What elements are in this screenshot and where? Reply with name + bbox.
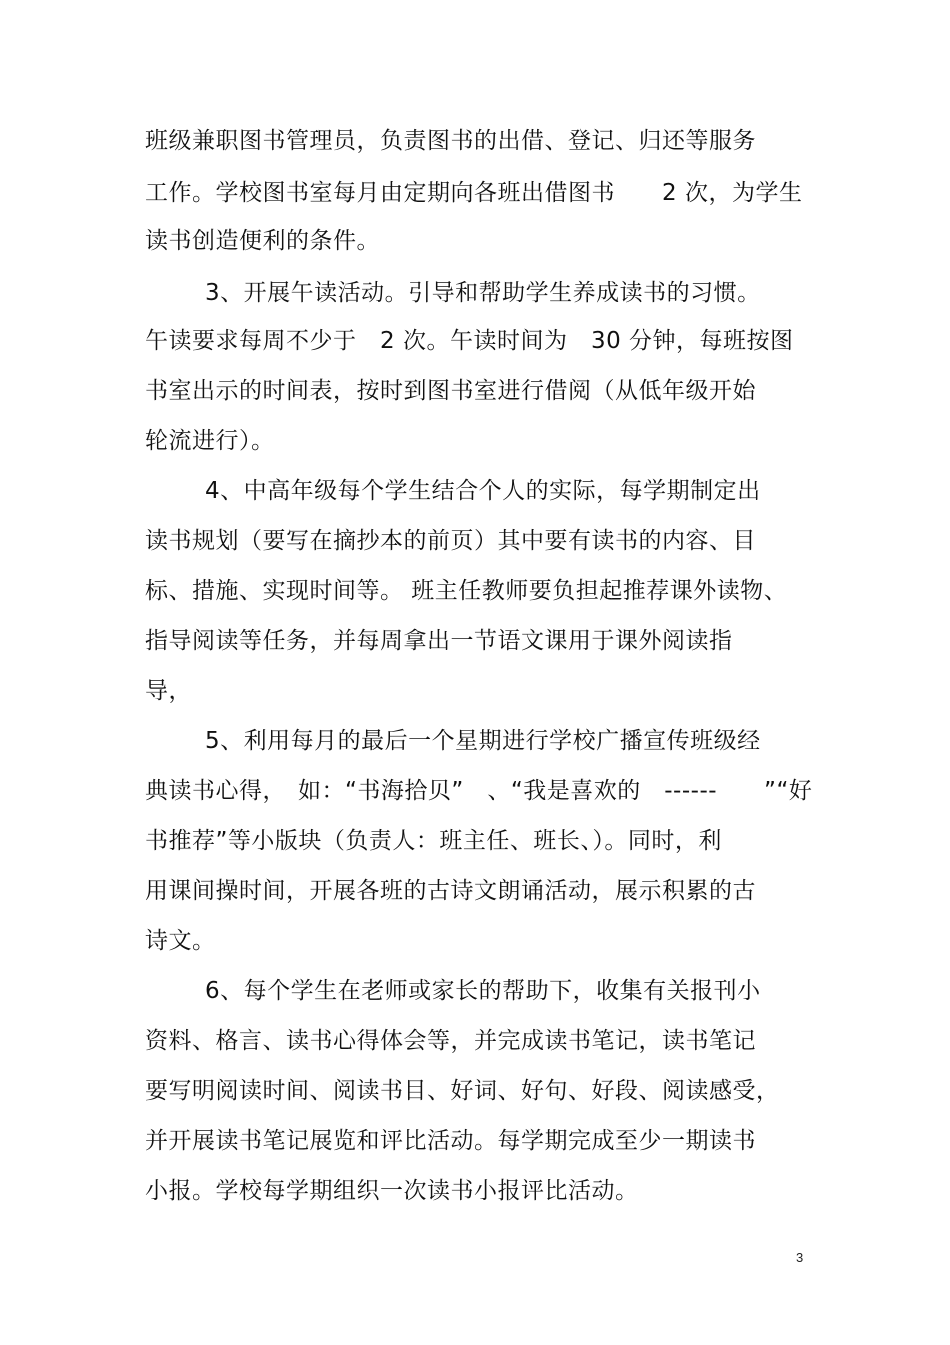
text-line: 书推荐”等小版块（负责人：班主任、班长、）。同时，利: [145, 828, 722, 854]
paragraph-5-start: 5、利用每月的最后一个星期进行学校广播宣传班级经: [205, 728, 761, 754]
paragraph-4-start: 4、中高年级每个学生结合个人的实际，每学期制定出: [205, 478, 761, 504]
text-line: 轮流进行）。: [145, 428, 275, 454]
text-line: 并开展读书笔记展览和评比活动。每学期完成至少一期读书: [145, 1128, 756, 1154]
text-line: 标、措施、实现时间等。 班主任教师要负担起推荐课外读物、: [145, 578, 788, 604]
text-line: 资料、格言、读书心得体会等，并完成读书笔记，读书笔记: [145, 1028, 756, 1054]
text-line: 读书创造便利的条件。: [145, 228, 380, 254]
text-line: 诗文。: [145, 928, 216, 954]
text-line: 读书规划（要写在摘抄本的前页）其中要有读书的内容、目: [145, 528, 756, 554]
paragraph-3-start: 3、开展午读活动。引导和帮助学生养成读书的习惯。: [205, 280, 761, 306]
text-line: 指导阅读等任务，并每周拿出一节语文课用于课外阅读指: [145, 628, 733, 654]
text-line: 工作。学校图书室每月由定期向各班出借图书 2 次，为学生: [145, 180, 803, 206]
text-line: 要写明阅读时间、阅读书目、好词、好句、好段、阅读感受，: [145, 1078, 780, 1104]
text-line: 午读要求每周不少于 2 次。午读时间为 30 分钟，每班按图: [145, 328, 794, 354]
text-line: 小报。学校每学期组织一次读书小报评比活动。: [145, 1178, 639, 1204]
text-line: 班级兼职图书管理员，负责图书的出借、登记、归还等服务: [145, 128, 756, 154]
text-line: 导，: [145, 678, 192, 704]
text-line: 典读书心得， 如：“书海拾贝” 、“我是喜欢的 ------ ”“好: [145, 778, 813, 804]
text-line: 书室出示的时间表，按时到图书室进行借阅（从低年级开始: [145, 378, 756, 404]
text-line: 用课间操时间，开展各班的古诗文朗诵活动，展示积累的古: [145, 878, 756, 904]
paragraph-6-start: 6、每个学生在老师或家长的帮助下，收集有关报刊小: [205, 978, 761, 1004]
page-number: 3: [796, 1250, 804, 1265]
